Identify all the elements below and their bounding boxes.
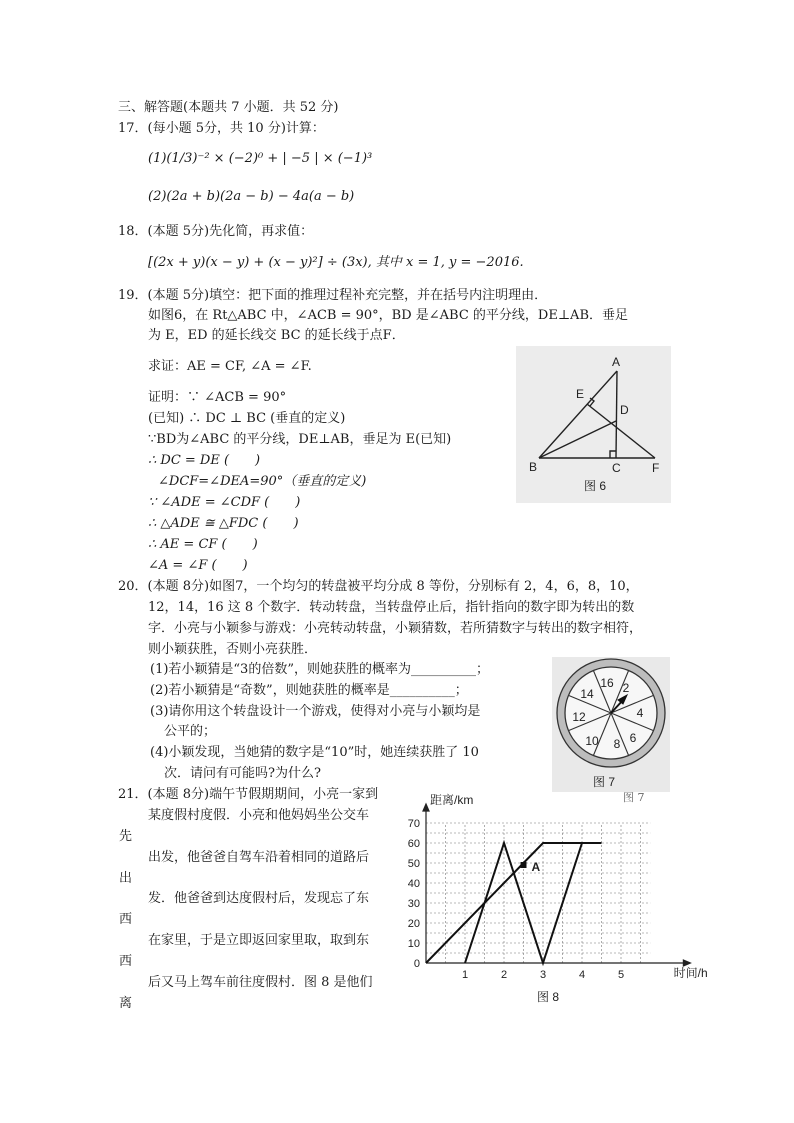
label-c: C bbox=[612, 461, 621, 475]
q21-line4: 发．他爸爸到达度假村后，发现忘了东 bbox=[148, 891, 370, 906]
q21-line5: 在家里，于是立即返回家里取，取到东 bbox=[148, 933, 370, 948]
q21-line3: 出发，他爸爸自驾车沿着相同的道路后 bbox=[148, 850, 370, 865]
label-a: A bbox=[612, 355, 621, 369]
figure-6-caption: 图 6 bbox=[584, 479, 607, 493]
q18-stem: 18．(本题 5分)先化简，再求值： bbox=[118, 224, 314, 239]
spinner-number-14: 14 bbox=[580, 687, 594, 701]
q19-proof-line: (已知) ∴ DC ⊥ BC (垂直的定义) bbox=[148, 411, 346, 426]
q20-sub1: (1)若小颖猜是“3的倍数”，则她获胜的概率为__________； bbox=[150, 662, 489, 677]
q19-prove: 求证：AE = CF, ∠A = ∠F. bbox=[148, 359, 312, 374]
q20-line1: 20．(本题 8分)如图7，一个均匀的转盘被平均分成 8 等份，分别标有 2，4，6，8，10， bbox=[118, 579, 639, 594]
x-tick-label: 4 bbox=[578, 969, 586, 981]
spinner-number-10: 10 bbox=[585, 734, 599, 748]
y-tick-label: 60 bbox=[407, 838, 420, 850]
spinner-number-12: 12 bbox=[572, 710, 586, 724]
q19-proof-line: ∠A = ∠F ( ) bbox=[148, 558, 248, 573]
y-tick-label: 50 bbox=[407, 858, 420, 870]
q20-sub4: (4)小颖发现，当她猜的数字是“10”时，她连续获胜了 10 bbox=[150, 745, 479, 760]
q19-stem: 19．(本题 5分)填空：把下面的推理过程补充完整，并在括号内注明理由． bbox=[118, 288, 548, 303]
x-tick-label: 5 bbox=[617, 969, 625, 981]
point-a-label: A bbox=[531, 860, 541, 874]
q20-sub3-cont: 公平的； bbox=[164, 724, 217, 739]
y-tick-label: 0 bbox=[413, 958, 420, 970]
q20-sub3: (3)请你用这个转盘设计一个游戏，使得对小亮与小颖均是 bbox=[150, 704, 481, 719]
y-tick-label: 70 bbox=[407, 818, 420, 830]
label-e: E bbox=[576, 387, 585, 401]
q19-proof-line: ∴ AE = CF ( ) bbox=[148, 537, 258, 552]
q19-proof-line: ∵BD为∠ABC 的平分线，DE⊥AB，垂足为 E(已知) bbox=[148, 432, 452, 447]
q20-sub4-cont: 次．请问有可能吗?为什么? bbox=[164, 766, 321, 781]
q19-proof-line: ∴ △ADE ≅ △FDC ( ) bbox=[148, 516, 299, 531]
x-tick-label: 2 bbox=[500, 969, 508, 981]
q21-line1: 21．(本题 8分)端午节假期期间，小亮一家到 bbox=[118, 787, 379, 802]
point-a-marker bbox=[521, 862, 527, 868]
figure-7-caption: 图 7 bbox=[592, 775, 616, 789]
q20-line2: 12，14，16 这 8 个数字．转动转盘，当转盘停止后，指针指向的数字即为转出的数 bbox=[148, 600, 635, 615]
q17-stem: 17．(每小题 5分，共 10 分)计算： bbox=[118, 121, 325, 136]
y-tick-label: 20 bbox=[407, 918, 420, 930]
label-b: B bbox=[529, 460, 538, 474]
y-axis-label: 距离/km bbox=[430, 793, 474, 807]
spinner-number-16: 16 bbox=[600, 676, 614, 690]
x-tick-label: 1 bbox=[461, 969, 469, 981]
q18-expression: [(2x + y)(x − y) + (x − y)²] ÷ (3x), 其中 x = 1, y = −2016. bbox=[148, 255, 524, 270]
x-tick-label: 3 bbox=[539, 969, 547, 981]
label-f: F bbox=[652, 461, 660, 475]
figure-7 bbox=[552, 657, 670, 792]
spinner-number-6: 6 bbox=[629, 731, 637, 745]
q19-line2: 为 E，ED 的延长线交 BC 的延长线于点F． bbox=[148, 328, 405, 343]
spinner-number-4: 4 bbox=[636, 706, 644, 720]
q17-part2: (2)(2a + b)(2a − b) − 4a(a − b) bbox=[148, 189, 355, 204]
y-tick-label: 40 bbox=[407, 878, 420, 890]
spinner-number-8: 8 bbox=[613, 737, 621, 751]
y-tick-label: 30 bbox=[407, 898, 420, 910]
y-axis-arrow bbox=[423, 804, 429, 811]
figure-8-chart bbox=[398, 790, 716, 1006]
q19-proof-line: 证明：∵ ∠ACB = 90° bbox=[148, 390, 287, 405]
q19-proof-line: ∵ ∠ADE = ∠CDF ( ) bbox=[148, 495, 301, 510]
y-tick-label: 10 bbox=[407, 938, 420, 950]
q20-sub2: (2)若小颖猜是“奇数”，则她获胜的概率是__________； bbox=[150, 683, 468, 698]
side-char: 先 bbox=[119, 829, 133, 844]
x-axis-label: 时间/h bbox=[673, 966, 708, 980]
q20-line3: 字．小亮与小颖参与游戏：小亮转动转盘，小颖猜数，若所猜数字与转出的数字相符， bbox=[148, 621, 643, 636]
chart-title: 图 8 bbox=[537, 990, 560, 1004]
side-char: 离 bbox=[119, 996, 133, 1011]
ghost-caption: 图 7 bbox=[623, 791, 645, 804]
q21-line6: 后又马上驾车前往度假村．图 8 是他们 bbox=[148, 975, 373, 990]
figure-6 bbox=[516, 346, 671, 503]
q19-proof-line: ∠DCF=∠DEA=90°（垂直的定义) bbox=[158, 474, 367, 489]
label-d: D bbox=[620, 403, 629, 417]
q20-line4: 则小颖获胜，否则小亮获胜． bbox=[148, 642, 318, 657]
side-char: 出 bbox=[119, 871, 133, 886]
q19-line1: 如图6，在 Rt△ABC 中，∠ACB = 90°，BD 是∠ABC 的平分线，DE⊥AB．垂足 bbox=[148, 308, 628, 323]
side-char: 西 bbox=[119, 912, 133, 927]
q21-line2: 某度假村度假．小亮和他妈妈坐公交车 bbox=[148, 808, 370, 823]
q17-part1: (1)(1/3)⁻² × (−2)⁰ + | −5 | × (−1)³ bbox=[148, 151, 373, 166]
q19-proof-line: ∴ DC = DE ( ) bbox=[148, 453, 261, 468]
spinner-number-2: 2 bbox=[622, 681, 630, 695]
section-header: 三、解答题(本题共 7 小题．共 52 分) bbox=[118, 100, 339, 115]
side-char: 西 bbox=[119, 954, 133, 969]
